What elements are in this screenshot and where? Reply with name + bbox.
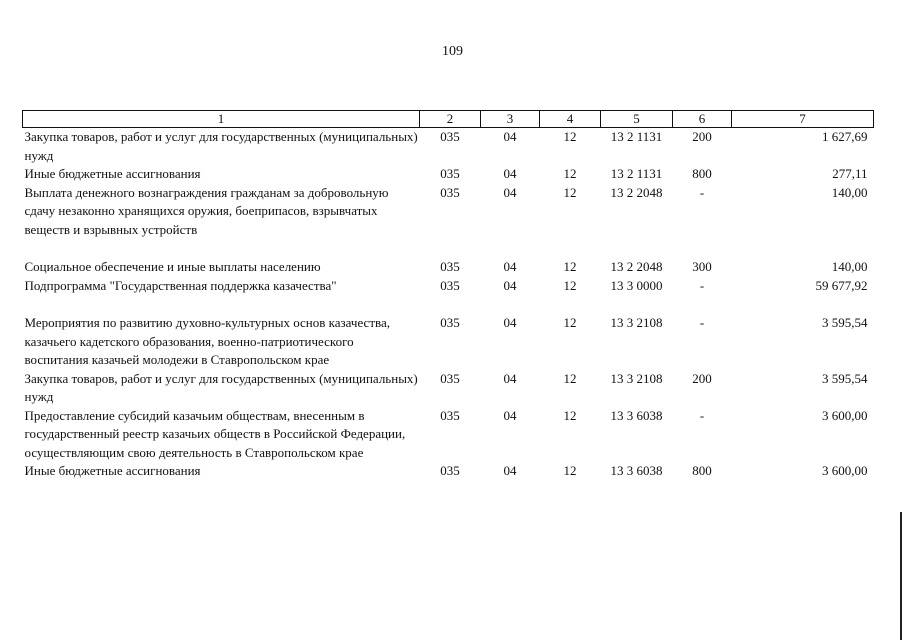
row-code-expense-type: - <box>699 184 705 200</box>
row-code-ministry: 035 <box>440 277 460 293</box>
row-code-expense-type: 800 <box>692 166 712 181</box>
row-code-ministry: 035 <box>440 166 460 181</box>
row-code-target: 13 3 2108 <box>610 370 663 386</box>
row-name: Подпрограмма "Государственная поддержка казачества" <box>24 277 337 293</box>
table-row <box>23 462 874 481</box>
column-header-5: 5 <box>601 111 673 128</box>
row-code-ministry: 035 <box>440 259 460 274</box>
row-code-expense-type: - <box>699 407 705 423</box>
row-code-section: 04 <box>503 184 517 200</box>
row-code-expense-type: 800 <box>692 463 712 478</box>
row-code-ministry: 035 <box>440 184 460 200</box>
row-name: Иные бюджетные ассигнования <box>24 166 201 181</box>
column-header-4: 4 <box>540 111 601 128</box>
row-name: Мероприятия по развитию духовно-культурных основ казачества, казачьего кадетского образования, военно-патриотического воспитания казачьей молодежи в Ставропольском крае <box>24 315 390 367</box>
row-code-section: 04 <box>503 166 517 181</box>
row-amount: 140,00 <box>831 184 868 200</box>
row-code-section: 04 <box>503 315 517 330</box>
page-number: 109 <box>442 44 463 59</box>
row-code-target: 13 3 2108 <box>610 315 663 330</box>
header-row <box>23 111 874 128</box>
row-code-subsection: 12 <box>563 407 577 423</box>
row-code-expense-type: 200 <box>692 370 712 386</box>
column-header-3: 3 <box>481 111 540 128</box>
row-code-ministry: 035 <box>440 370 460 386</box>
row-code-section: 04 <box>503 370 517 386</box>
row-code-section: 04 <box>503 259 517 274</box>
row-code-target: 13 3 6038 <box>610 407 663 423</box>
table-row <box>23 165 874 184</box>
row-amount: 3 595,54 <box>822 370 868 386</box>
row-code-subsection: 12 <box>563 166 577 181</box>
row-code-ministry: 035 <box>440 463 460 478</box>
row-code-ministry: 035 <box>440 407 460 423</box>
table-row <box>23 407 874 463</box>
row-amount: 3 600,00 <box>822 407 868 423</box>
row-code-target: 13 2 2048 <box>610 259 663 274</box>
column-header-2: 2 <box>420 111 481 128</box>
table-row <box>23 370 874 407</box>
row-code-target: 13 3 0000 <box>610 277 663 293</box>
row-code-target: 13 3 6038 <box>610 463 663 478</box>
row-name: Закупка товаров, работ и услуг для государственных (муниципальных) нужд <box>24 129 418 163</box>
row-code-expense-type: - <box>699 315 705 330</box>
column-header-1: 1 <box>23 111 420 128</box>
row-code-section: 04 <box>503 129 517 144</box>
row-amount: 59 677,92 <box>815 277 868 293</box>
row-amount: 3 595,54 <box>822 315 868 330</box>
row-code-section: 04 <box>503 463 517 478</box>
row-code-subsection: 12 <box>563 370 577 386</box>
row-code-target: 13 2 1131 <box>610 129 663 144</box>
row-code-subsection: 12 <box>563 259 577 274</box>
row-amount: 3 600,00 <box>822 463 868 478</box>
row-amount: 140,00 <box>831 259 868 274</box>
row-code-expense-type: 200 <box>692 129 712 144</box>
column-header-6: 6 <box>673 111 732 128</box>
row-code-target: 13 2 1131 <box>610 166 663 181</box>
row-code-subsection: 12 <box>563 129 577 144</box>
table-row <box>23 314 874 370</box>
table-row <box>23 184 874 259</box>
row-name: Закупка товаров, работ и услуг для государственных (муниципальных) нужд <box>24 370 418 404</box>
table-row <box>23 258 874 277</box>
row-amount: 1 627,69 <box>822 129 868 144</box>
budget-table <box>22 110 874 481</box>
row-name: Иные бюджетные ассигнования <box>24 463 201 478</box>
row-code-subsection: 12 <box>563 463 577 478</box>
table-row <box>23 128 874 166</box>
row-name: Предоставление субсидий казачьим обществам, внесенным в государственный реестр казачьих обществ в Российской Федерации, осуществляющим свою деятельность в Ставропольском крае <box>24 407 406 460</box>
row-code-ministry: 035 <box>440 129 460 144</box>
row-code-subsection: 12 <box>563 184 577 200</box>
row-code-expense-type: 300 <box>692 259 712 274</box>
row-code-target: 13 2 2048 <box>610 184 663 200</box>
row-code-section: 04 <box>503 277 517 293</box>
column-header-7: 7 <box>732 111 874 128</box>
row-name: Социальное обеспечение и иные выплаты населению <box>24 259 321 274</box>
row-code-ministry: 035 <box>440 315 460 330</box>
row-amount: 277,11 <box>832 166 868 181</box>
row-code-subsection: 12 <box>563 277 577 293</box>
row-code-section: 04 <box>503 407 517 423</box>
scan-edge-line <box>900 512 902 640</box>
table-row <box>23 277 874 315</box>
row-name: Выплата денежного вознаграждения гражданам за добровольную сдачу незаконно хранящихся оружия, боеприпасов, взрывчатых веществ и взрывных устройств <box>24 184 389 237</box>
row-code-expense-type: - <box>699 277 705 293</box>
row-code-subsection: 12 <box>563 315 577 330</box>
